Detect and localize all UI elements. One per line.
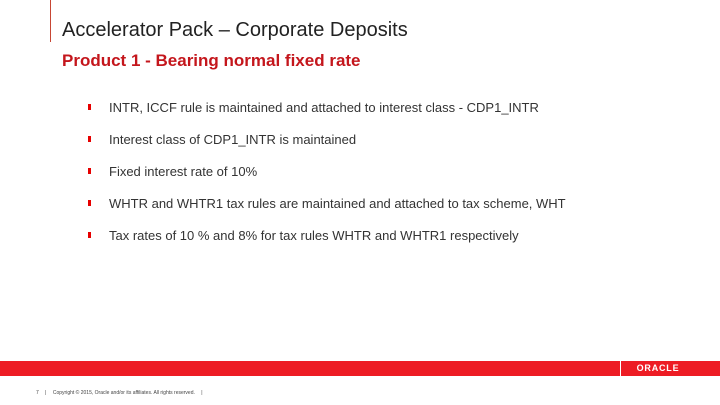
bullet-text: INTR, ICCF rule is maintained and attached to interest class - CDP1_INTR [109,99,539,115]
footer-brand-bar [0,361,720,376]
page-number: 7 [36,390,39,396]
footer-separator: | [45,390,47,396]
slide-subtitle: Product 1 - Bearing normal fixed rate [62,51,361,70]
bullet-item [88,187,708,219]
bullet-item [88,123,708,155]
bullet-text: WHTR and WHTR1 tax rules are maintained and attached to tax scheme, WHT [109,195,566,211]
bullet-marker-icon [88,104,91,110]
copyright-text: Copyright © 2015, Oracle and/or its affiliates. All rights reserved. [52,390,195,396]
bullet-item [88,219,708,251]
bullet-marker-icon [88,200,91,206]
slide-title: Accelerator Pack – Corporate Deposits [62,19,408,41]
bullet-item [88,155,708,187]
footer [36,389,208,397]
footer-end-separator: | [201,390,203,396]
bullet-text: Tax rates of 10 % and 8% for tax rules WHTR and WHTR1 respectively [109,227,519,243]
bullet-marker-icon [88,136,91,142]
footer-bar-divider [620,361,621,376]
title-accent-line [50,0,51,42]
oracle-logo: ORACLE [636,363,680,373]
bullet-text: Interest class of CDP1_INTR is maintained [109,131,357,147]
bullet-text: Fixed interest rate of 10% [109,163,258,179]
bullet-item [88,91,708,123]
bullet-list [88,91,708,251]
bullet-marker-icon [88,232,91,238]
bullet-marker-icon [88,168,91,174]
